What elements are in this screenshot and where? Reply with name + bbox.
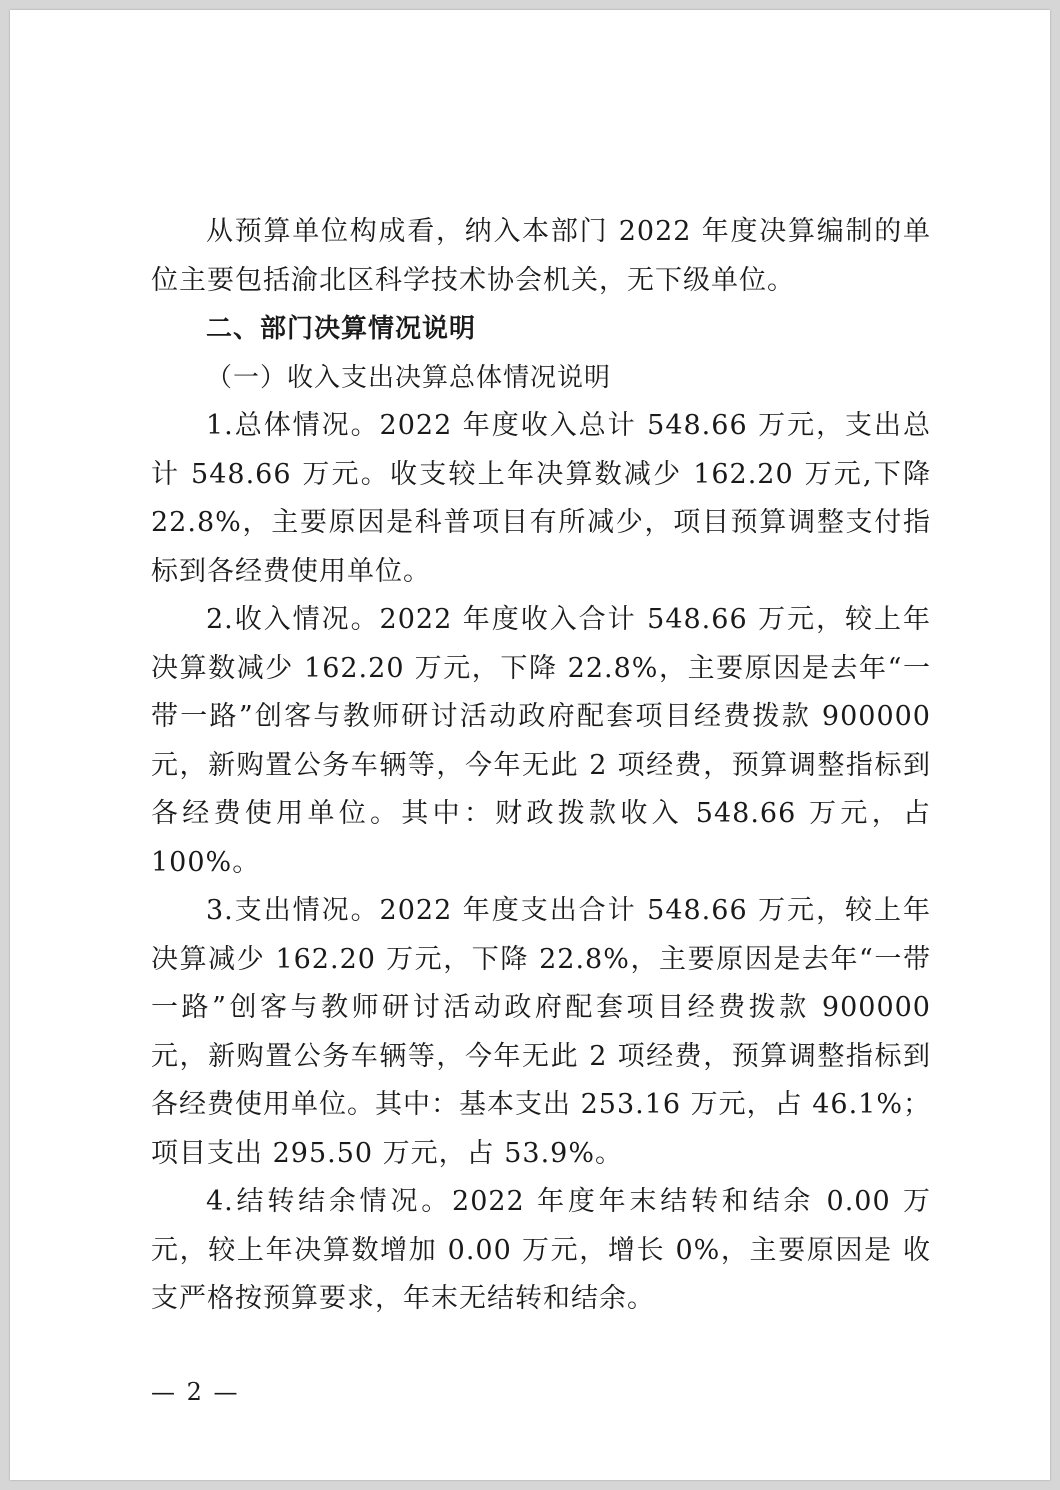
section-heading: 二、部门决算情况说明 [206,314,477,344]
document-page [10,10,1050,1480]
paragraph-income: 2.收入情况。2022 年度收入合计 548.66 万元，较上年决算数减少 162.20 万元，下降 22.8%，主要原因是去年“一带一路”创客与教师研讨活动政府配套项目经费拨款 900000 元，新购置公务车辆等，今年无此 2 项经费，预算调整指标到各经费使用单位。其中：财政拨款收入 548.66 万元，占 100%。 [151,604,931,878]
paragraph-carryover: 4.结转结余情况。2022 年度年末结转和结余 0.00 万元，较上年决算数增加 0.00 万元，增长 0%，主要原因是 收支严格按预算要求，年末无结转和结余。 [151,1186,931,1314]
paragraph-unit-composition: 从预算单位构成看，纳入本部门 2022 年度决算编制的单位主要包括渝北区科学技术协会机关，无下级单位。 [151,216,931,296]
subsection-heading: （一）收入支出决算总体情况说明 [206,362,612,393]
page-number: — 2 — [151,1378,240,1406]
paragraph-expenditure: 3.支出情况。2022 年度支出合计 548.66 万元，较上年决算减少 162.20 万元，下降 22.8%，主要原因是去年“一带一路”创客与教师研讨活动政府配套项目经费拨款 900000 元，新购置公务车辆等，今年无此 2 项经费，预算调整指标到各经费使用单位。其中：基本支出 253.16 万元，占 46.1%；项目支出 295.50 万元，占 53.9%。 [151,895,931,1169]
paragraph-overall: 1.总体情况。2022 年度收入总计 548.66 万元，支出总计 548.66 万元。收支较上年决算数减少 162.20 万元,下降 22.8%，主要原因是科普项目有所减少，项目预算调整支付指标到各经费使用单位。 [151,410,931,587]
document-body [151,208,931,1324]
